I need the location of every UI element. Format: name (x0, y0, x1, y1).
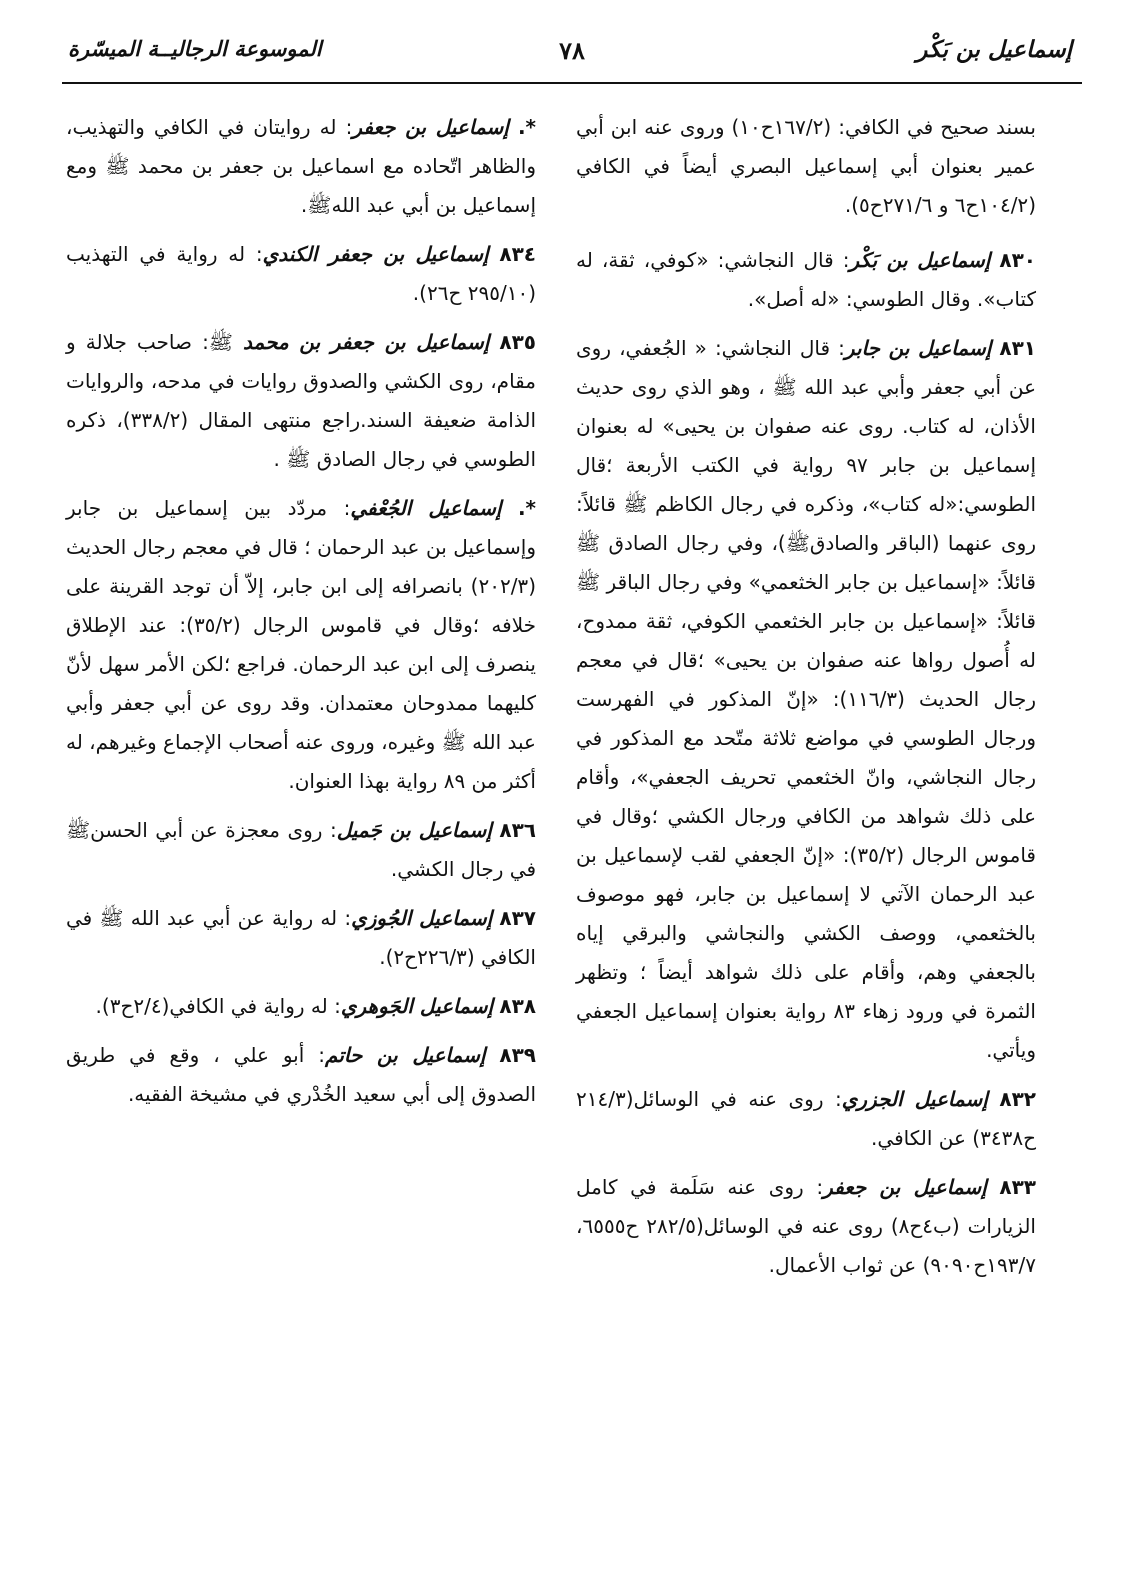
entry-text: : له رواية في التهذيب (٢٩٥/١٠ ح٢٦). (66, 242, 536, 305)
entry-836 (66, 811, 536, 889)
entry-name: إسماعيل بن بَكْر (849, 248, 991, 272)
entry-name: إسماعيل الجُوزي (351, 906, 493, 930)
entry-marker: *. (517, 496, 537, 520)
entry-text: : قال النجاشي: «كوفي، ثقة، له كتاب». وقال الطوسي: «له أصل». (576, 248, 1036, 311)
entry-name: إسماعيل الجَوهري (340, 994, 494, 1018)
entry-marker: *. (517, 115, 537, 139)
entry-831 (576, 329, 1036, 1070)
entry-number: ٨٣٢ (999, 1087, 1036, 1111)
entry-continuation (576, 108, 1036, 225)
header-rule (62, 82, 1082, 84)
entry-name: إسماعيل بن جعفر (823, 1175, 987, 1199)
entry-text: : مردّد بين إسماعيل بن جابر وإسماعيل بن عبد الرحمان ؛ قال في معجم رجال الحديث (٢٠٢/٣) بانصرافه إلى ابن جابر، إلاّ أن توجد القرينة على خلافه ؛وقال في قاموس الرجال (٣٥/٢): عند الإطلاق ينصرف إلى ابن عبد الرحمان. فراجع ؛لكن الأمر سهل لأنّ كليهما ممدوحان معتمدان. وقد روى عن أبي جعفر وأبي عبد الله ﷺ وغيره، وروى عنه أصحاب الإجماع وغيرهم، له أكثر من ٨٩ رواية بهذا العنوان. (66, 496, 536, 793)
entry-number: ٨٣٣ (999, 1175, 1036, 1199)
entry-text: : روى معجزة عن أبي الحسنﷺ في رجال الكشي. (66, 818, 536, 881)
entry-837 (66, 899, 536, 977)
entry-number: ٨٣١ (999, 336, 1036, 360)
entry-name: إسماعيل بن جعفر الكندي (262, 242, 489, 266)
entry-text: : له روايتان في الكافي والتهذيب، والظاهر اتّحاده مع اسماعيل بن جعفر بن محمد ﷺ ومع إسماعيل بن أبي عبد اللهﷺ. (66, 115, 536, 217)
entry-839 (66, 1036, 536, 1114)
entry-number: ٨٣٥ (499, 330, 536, 354)
entry-number: ٨٣٧ (499, 906, 536, 930)
entry-number: ٨٣٠ (999, 248, 1037, 272)
entry-number: ٨٣٩ (499, 1043, 537, 1067)
entry-text: : أبو علي ، وقع في طريق الصدوق إلى أبي سعيد الخُدْري في مشيخة الفقيه. (66, 1043, 536, 1106)
header-book-title: الموسوعة الرجاليــة الميسّرة (68, 36, 322, 61)
entry-ismail-bin-jafar-star (66, 108, 536, 225)
entry-835 (66, 323, 536, 479)
entry-number: ٨٣٦ (499, 818, 536, 842)
entry-name: إسماعيل بن حاتم (325, 1043, 486, 1067)
entry-name: إسماعيل بن جابر (844, 336, 992, 360)
entry-ismail-jufi-star (66, 489, 536, 801)
entry-830 (576, 241, 1036, 319)
page-number: ٧٨ (559, 36, 585, 65)
entry-name: إسماعيل بن جَميل (336, 818, 492, 842)
entry-838 (66, 987, 536, 1026)
entry-834 (66, 235, 536, 313)
entry-text: : روى عنه في الوسائل(٢١٤/٣ ح٣٤٣٨) عن الكافي. (576, 1087, 1036, 1150)
entry-text: بسند صحيح في الكافي: (١٦٧/٢ح١٠) وروى عنه ابن أبي عمير بعنوان أبي إسماعيل البصري أيضاً في الكافي (١٠٤/٢ح٦ و ٢٧١/٦ح٥). (576, 115, 1036, 217)
entry-text: : قال النجاشي: « الجُعفي، روى عن أبي جعفر وأبي عبد الله ﷺ ، وهو الذي روى حديث الأذان، له كتاب. روى عنه صفوان بن يحيى» له بعنوان إسماعيل بن جابر ٩٧ رواية في الكتب الأربعة ؛قال الطوسي:«له كتاب»، وذكره في رجال الكاظم ﷺ قائلاً: روى عنهما (الباقر والصادقﷺ)، وفي رجال الصادق ﷺ قائلاً: «إسماعيل بن جابر الخثعمي» وفي رجال الباقر ﷺ قائلاً: «إسماعيل بن جابر الخثعمي الكوفي، ثقة ممدوح، له أُصول رواها عنه صفوان بن يحيى» ؛قال في معجم رجال الحديث (١١٦/٣): «إنّ المذكور في الفهرست ورجال الطوسي في مواضع ثلاثة متّحد مع المذكور في رجال النجاشي، وانّ الخثعمي تحريف الجعفي»، وأقام على ذلك شواهد من الكافي ورجال الكشي ؛وقال في قاموس الرجال (٣٥/٢): «إنّ الجعفي لقب لإسماعيل بن عبد الرحمان الآتي لا إسماعيل بن جابر، فهو موصوف بالخثعمي، ووصف الكشي والنجاشي والبرقي إياه بالجعفي وهم، وأقام على ذلك شواهد أيضاً ؛ وتظهر الثمرة في ورود زهاء ٨٣ رواية بعنوان إسماعيل الجعفي ويأتي. (576, 336, 1036, 1062)
entry-number: ٨٣٤ (499, 242, 537, 266)
running-header (60, 36, 1084, 80)
entry-number: ٨٣٨ (499, 994, 536, 1018)
header-entry-title: إسماعيل بن بَكْر (916, 36, 1072, 63)
entry-text: : روى عنه سَلَمة في كامل الزيارات (ب٤ح٨) روى عنه في الوسائل(٢٨٢/٥ ح٦٥٥٥، ١٩٣/٧ح٩٠٩٠) عن ثواب الأعمال. (576, 1175, 1036, 1277)
entry-832 (576, 1080, 1036, 1158)
entry-name: إسماعيل بن جعفر (352, 115, 509, 139)
entry-833 (576, 1168, 1036, 1285)
left-column (66, 108, 536, 1124)
entry-name: إسماعيل بن جعفر بن محمد (243, 330, 490, 354)
right-column (576, 108, 1036, 1295)
entry-name: إسماعيل الجُعْفي (350, 496, 502, 520)
entry-text: ﷺ: صاحب جلالة و مقام، روى الكشي والصدوق روايات في مدحه، والروايات الذامة ضعيفة السند.راجع منتهى المقال (٣٣٨/٢)، ذكره الطوسي في رجال الصادق ﷺ . (66, 330, 537, 471)
entry-name: إسماعيل الجزري (841, 1087, 988, 1111)
entry-text: : له رواية في الكافي(٢/٤ح٣). (95, 994, 341, 1018)
entry-text: : له رواية عن أبي عبد الله ﷺ في الكافي (٢٢٦/٣ح٢). (66, 906, 536, 969)
